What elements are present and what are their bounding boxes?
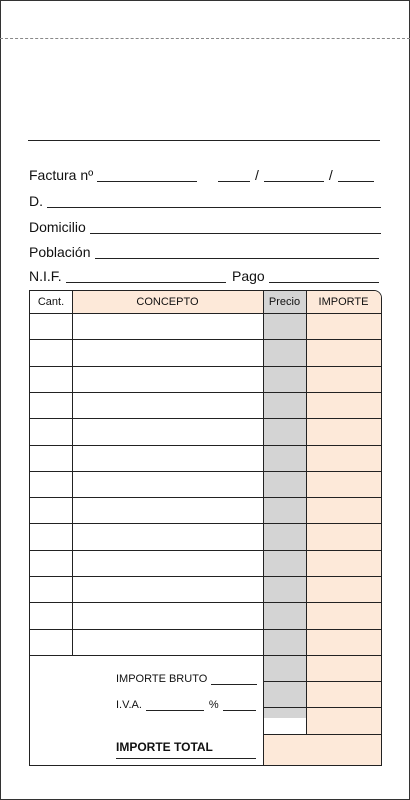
cant-divider — [72, 291, 73, 655]
table-row-divider — [30, 339, 381, 340]
date-separator-2: / — [328, 167, 333, 183]
nif-field[interactable] — [29, 269, 226, 283]
date-year-line[interactable] — [338, 181, 374, 182]
d-label: D. — [29, 193, 43, 209]
table-row-divider — [30, 497, 381, 498]
perforation-line — [0, 38, 410, 39]
table-row-divider — [30, 523, 381, 524]
d-line[interactable] — [47, 207, 381, 208]
concepto-divider — [263, 291, 264, 765]
total-cell-bg — [263, 735, 306, 765]
date-month-line[interactable] — [264, 181, 324, 182]
precio-divider — [306, 291, 307, 735]
importe-column-bg — [306, 291, 381, 765]
importe-bruto-label: IMPORTE BRUTO — [116, 673, 208, 685]
iva-line[interactable] — [146, 710, 204, 711]
importe-bruto-line[interactable] — [211, 684, 257, 685]
poblacion-label: Población — [29, 244, 91, 260]
rows-end-divider — [30, 655, 381, 656]
date-separator-1: / — [255, 167, 259, 183]
factura-label: Factura nº — [29, 167, 94, 183]
iva-percent-line[interactable] — [223, 710, 256, 711]
precio-column-bg — [263, 291, 306, 718]
table-row-divider — [30, 629, 381, 630]
factura-number-line[interactable] — [97, 181, 197, 182]
iva-divider — [263, 707, 381, 708]
d-field[interactable] — [29, 194, 381, 208]
pago-line[interactable] — [269, 282, 379, 283]
nif-line[interactable] — [66, 282, 226, 283]
pago-label: Pago — [232, 268, 265, 284]
table-row-divider — [30, 392, 381, 393]
invoice-table — [29, 290, 382, 766]
nif-label: N.I.F. — [29, 268, 62, 284]
header-precio: Precio — [268, 296, 301, 308]
iva-label: I.V.A. — [116, 699, 142, 711]
poblacion-field[interactable] — [29, 245, 379, 259]
importe-bruto-field[interactable] — [116, 673, 257, 685]
date-field[interactable] — [218, 168, 374, 182]
bruto-divider — [263, 681, 381, 682]
table-row-divider — [30, 471, 381, 472]
header-divider — [30, 313, 381, 314]
iva-field[interactable] — [116, 699, 256, 711]
total-top-divider — [263, 734, 381, 735]
importe-total-label: IMPORTE TOTAL — [116, 740, 213, 754]
table-row-divider — [30, 418, 381, 419]
table-row-divider — [30, 576, 381, 577]
domicilio-line[interactable] — [90, 233, 381, 234]
header-concepto: CONCEPTO — [136, 296, 199, 308]
domicilio-field[interactable] — [29, 220, 381, 234]
importe-total-line[interactable] — [116, 758, 256, 759]
table-row-divider — [30, 366, 381, 367]
poblacion-line[interactable] — [95, 258, 379, 259]
header-cant: Cant. — [37, 296, 65, 308]
header-importe: IMPORTE — [318, 296, 369, 308]
date-day-line[interactable] — [218, 181, 250, 182]
table-row-divider — [30, 602, 381, 603]
header-rule — [28, 140, 380, 141]
domicilio-label: Domicilio — [29, 219, 86, 235]
table-row-divider — [30, 550, 381, 551]
pago-field[interactable] — [232, 269, 379, 283]
factura-field[interactable] — [29, 168, 197, 182]
iva-percent: % — [208, 699, 219, 711]
table-row-divider — [30, 445, 381, 446]
